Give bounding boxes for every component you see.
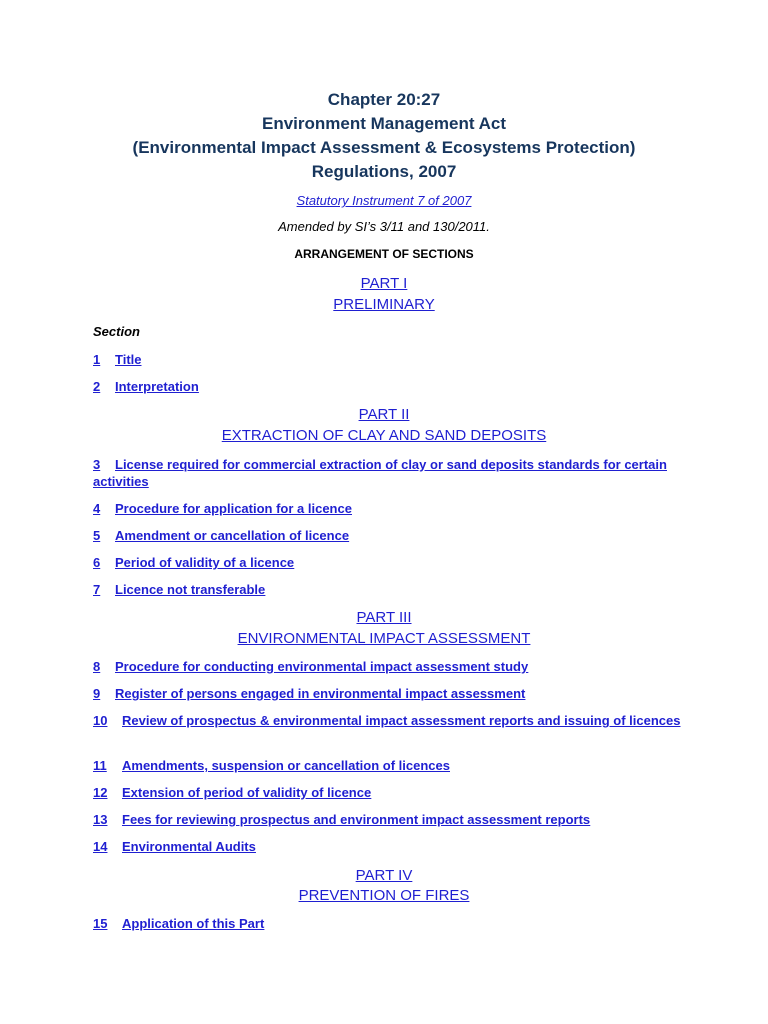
part-iv-name-link[interactable]: PREVENTION OF FIRES bbox=[298, 887, 470, 904]
section-item[interactable]: 5 Amendment or cancellation of licence bbox=[93, 528, 350, 543]
section-item[interactable]: 2 Interpretation bbox=[93, 379, 199, 394]
amended-note: Amended by SI’s 3/11 and 130/2011. bbox=[278, 219, 490, 234]
section-label: Section bbox=[93, 324, 140, 339]
section-item[interactable]: 10 Review of prospectus & environmental impact assessment reports and issuing of licences bbox=[93, 713, 681, 728]
section-item[interactable]: 8 Procedure for conducting environmental impact assessment study bbox=[93, 659, 529, 674]
section-item[interactable]: 9 Register of persons engaged in environmental impact assessment bbox=[93, 686, 526, 701]
section-item[interactable]: 3 License required for commercial extraction of clay or sand deposits standards for certain activities bbox=[93, 457, 667, 489]
part-ii-name-link[interactable]: EXTRACTION OF CLAY AND SAND DEPOSITS bbox=[221, 427, 547, 444]
section-item[interactable]: 15 Application of this Part bbox=[93, 916, 265, 931]
section-item[interactable]: 6 Period of validity of a licence bbox=[93, 555, 295, 570]
part-iii-name-link[interactable]: ENVIRONMENTAL IMPACT ASSESSMENT bbox=[237, 630, 531, 647]
part-i-link[interactable]: PART I bbox=[360, 275, 408, 292]
act-title: Environment Management Act bbox=[261, 114, 507, 133]
section-item[interactable]: 14 Environmental Audits bbox=[93, 839, 256, 854]
part-iii-link[interactable]: PART III bbox=[356, 609, 412, 626]
chapter-title: Chapter 20:27 bbox=[327, 90, 441, 109]
statutory-instrument-link[interactable]: Statutory Instrument 7 of 2007 bbox=[296, 193, 472, 208]
section-item[interactable]: 13 Fees for reviewing prospectus and environment impact assessment reports bbox=[93, 812, 591, 827]
section-item[interactable]: 4 Procedure for application for a licence bbox=[93, 501, 352, 516]
act-subtitle: (Environmental Impact Assessment & Ecosystems Protection) bbox=[132, 138, 636, 157]
regulations-title: Regulations, 2007 bbox=[311, 162, 457, 181]
section-item[interactable]: 7 Licence not transferable bbox=[93, 582, 266, 597]
section-item[interactable]: 12 Extension of period of validity of licence bbox=[93, 785, 372, 800]
part-ii-link[interactable]: PART II bbox=[358, 406, 410, 423]
arrangement-heading: ARRANGEMENT OF SECTIONS bbox=[294, 247, 474, 261]
part-iv-link[interactable]: PART IV bbox=[355, 867, 413, 884]
section-item[interactable]: 11 Amendments, suspension or cancellation of licences bbox=[93, 758, 450, 773]
section-item[interactable]: 1 Title bbox=[93, 352, 142, 367]
part-i-name-link[interactable]: PRELIMINARY bbox=[333, 296, 435, 313]
